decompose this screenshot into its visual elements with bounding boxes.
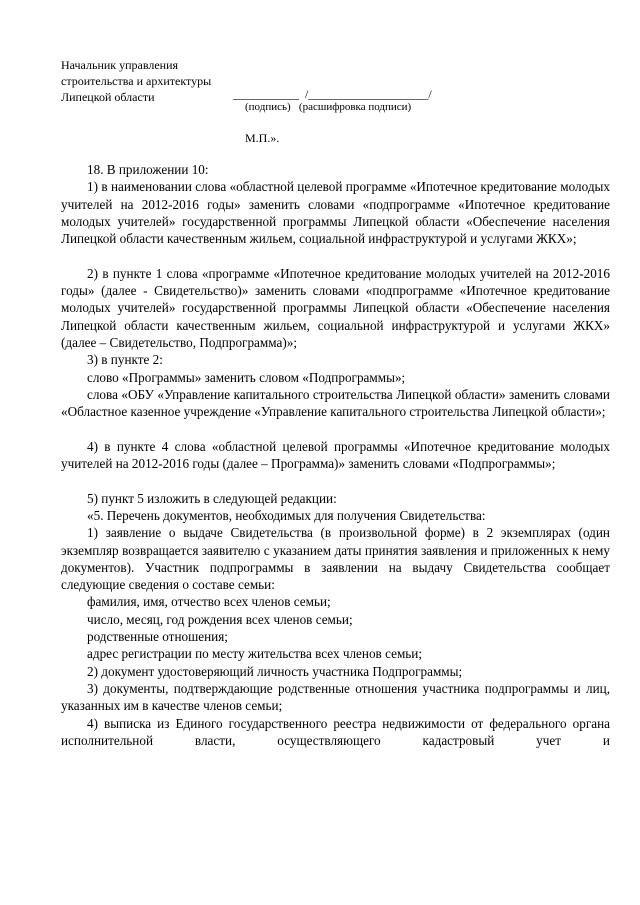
paragraph-item-5: 5) пункт 5 изложить в следующей редакции: [87, 490, 337, 506]
signatory-line-2: строительства и архитектуры [61, 74, 212, 88]
paragraph-family-address: адрес регистрации по месту жительства всех членов семьи; [87, 646, 423, 662]
paragraph-section-18: 18. В приложении 10: [87, 162, 209, 177]
signature-caption: (подпись) (расшифровка подписи) [245, 101, 412, 113]
signature-blank-line: ___________ /____________________/ [233, 87, 432, 101]
paragraph-item-4: 4) в пункте 4 слова «областной целевой программы «Ипотечное кредитование молодых учителей на 2012-2016 годы (далее – Программа)» заменить словами «Подпрограммы»; [61, 438, 610, 472]
paragraph-family-birth: число, месяц, год рождения всех членов семьи; [87, 611, 353, 627]
paragraph-family-name: фамилия, имя, отчество всех членов семьи; [87, 594, 331, 610]
paragraph-doc-1: 1) заявление о выдаче Свидетельства (в произвольной форме) в 2 экземплярах (один экземпляр возвращается заявителю с указанием даты принятия заявления и приложенных к нему документов). Участник подпрограммы в заявлении на выдачу Свидетельства сообщает следующие сведения о составе семьи: [61, 525, 610, 593]
paragraph-doc-2: 2) документ удостоверяющий личность участника Подпрограммы; [87, 663, 463, 679]
signatory-title [61, 57, 211, 105]
signatory-line-3: Липецкой области [61, 90, 155, 104]
paragraph-item-3-b: слова «ОБУ «Управление капитального строительства Липецкой области» заменить словами «Областное казенное учреждение «Управление капитального строительства Липецкой области»; [61, 386, 610, 420]
document-body [61, 161, 610, 749]
signatory-line-1: Начальник управления [61, 58, 179, 72]
paragraph-family-relations: родственные отношения; [87, 629, 228, 645]
paragraph-doc-3: 3) документы, подтверждающие родственные отношения участника подпрограммы и лиц, указанных им в качестве членов семьи; [61, 680, 610, 714]
paragraph-doc-4: 4) выписка из Единого государственного реестра недвижимости от федерального органа исполнительной власти, осуществляющего кадастровый учет и [61, 715, 610, 748]
paragraph-list-title: «5. Перечень документов, необходимых для получения Свидетельства: [87, 507, 486, 523]
stamp-mark: М.П.». [245, 131, 280, 145]
paragraph-item-3: 3) в пункте 2: [87, 352, 163, 368]
paragraph-item-3-a: слово «Программы» заменить словом «Подпрограммы»; [87, 369, 406, 385]
paragraph-item-1: 1) в наименовании слова «областной целевой программе «Ипотечное кредитование молодых учителей на 2012-2016 годы» заменить словами «подпрограмме «Ипотечное кредитование молодых учителей» государственной программы Липецкой области «Обеспечение населения Липецкой области качественным жильем, социальной инфраструктурой и услугами ЖКХ»; [61, 179, 610, 247]
paragraph-item-2: 2) в пункте 1 слова «программе «Ипотечное кредитование молодых учителей на 2012-2016 годы» (далее - Свидетельство)» заменить словами «подпрограмме «Ипотечное кредитование молодых учителей» государственной программы Липецкой области «Обеспечение населения Липецкой области качественным жильем, социальной инфраструктурой и услугами ЖКХ» (далее – Свидетельство, Подпрограмма)»; [61, 265, 610, 350]
